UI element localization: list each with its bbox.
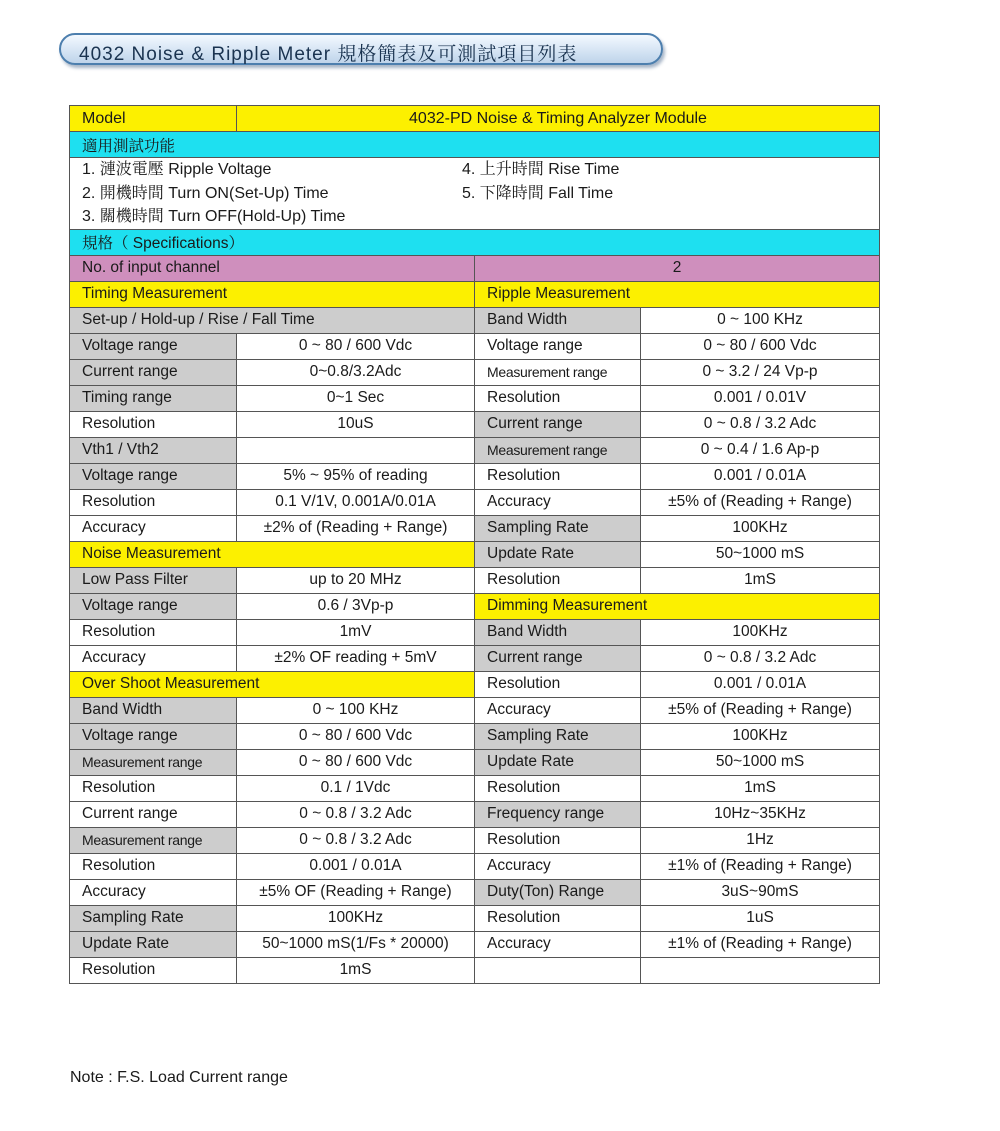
param-value: 0 ~ 0.8 / 3.2 Adc [237, 801, 475, 827]
param-label: Sampling Rate [475, 515, 641, 541]
param-value: ±2% OF reading + 5mV [237, 645, 475, 671]
param-value: 100KHz [641, 619, 880, 645]
spec-row [70, 723, 880, 749]
param-value: 0 ~ 80 / 600 Vdc [237, 749, 475, 775]
param-value: 1uS [641, 905, 880, 931]
spec-row [70, 567, 880, 593]
param-label: Band Width [475, 307, 641, 333]
param-value: 50~1000 mS [641, 541, 880, 567]
spec-row [70, 853, 880, 879]
spec-row [70, 411, 880, 437]
spec-row [70, 281, 880, 307]
param-label: Accuracy [475, 697, 641, 723]
spec-row [70, 515, 880, 541]
param-value: 100KHz [641, 723, 880, 749]
spec-row [70, 957, 880, 983]
param-value: 5% ~ 95% of reading [237, 463, 475, 489]
param-value: 0.6 / 3Vp-p [237, 593, 475, 619]
functions-list-row [70, 158, 880, 230]
param-label: Measurement range [475, 359, 641, 385]
param-value: ±1% of (Reading + Range) [641, 931, 880, 957]
param-label: Accuracy [70, 879, 237, 905]
param-value: 0.001 / 0.01A [237, 853, 475, 879]
param-label: Voltage range [475, 333, 641, 359]
param-label: Voltage range [70, 333, 237, 359]
param-label: Update Rate [475, 541, 641, 567]
param-value: 0.1 V/1V, 0.001A/0.01A [237, 489, 475, 515]
param-label: Sampling Rate [475, 723, 641, 749]
param-value: 0 ~ 80 / 600 Vdc [237, 333, 475, 359]
param-label: Accuracy [70, 515, 237, 541]
param-value: 0 ~ 0.8 / 3.2 Adc [237, 827, 475, 853]
param-label: Resolution [70, 619, 237, 645]
footnote: Note : F.S. Load Current range [70, 1069, 288, 1086]
spec-row [70, 671, 880, 697]
param-value: 0 ~ 80 / 600 Vdc [641, 333, 880, 359]
param-value: 10Hz~35KHz [641, 801, 880, 827]
param-value [237, 437, 475, 463]
spec-row [70, 645, 880, 671]
page-title: 4032 Noise & Ripple Meter 規格簡表及可測試項目列表 [79, 44, 578, 65]
functions-heading: 適用測試功能 [70, 132, 880, 158]
param-value: 0.001 / 0.01A [641, 463, 880, 489]
param-value: 0 ~ 0.8 / 3.2 Adc [641, 411, 880, 437]
param-value: 1Hz [641, 827, 880, 853]
param-label: Resolution [475, 463, 641, 489]
spec-heading: 規格（ Specifications） [70, 229, 880, 255]
param-label: Resolution [70, 411, 237, 437]
param-value: 100KHz [641, 515, 880, 541]
param-label: Voltage range [70, 593, 237, 619]
param-value: 10uS [237, 411, 475, 437]
model-value: 4032-PD Noise & Timing Analyzer Module [237, 106, 880, 132]
param-value: 0 ~ 100 KHz [641, 307, 880, 333]
title-banner [59, 33, 663, 65]
param-label: Resolution [70, 957, 237, 983]
param-value: 0 ~ 3.2 / 24 Vp-p [641, 359, 880, 385]
functions-right-column [462, 158, 619, 229]
param-value: 0 ~ 100 KHz [237, 697, 475, 723]
param-label [475, 957, 641, 983]
channels-label: No. of input channel [70, 255, 475, 281]
param-label: Measurement range [475, 437, 641, 463]
spec-row [70, 775, 880, 801]
spec-heading-row [70, 229, 880, 255]
param-value: 0.001 / 0.01V [641, 385, 880, 411]
param-value: ±5% of (Reading + Range) [641, 697, 880, 723]
function-item: 5. 下降時間 Fall Time [462, 184, 614, 202]
param-label: Resolution [475, 385, 641, 411]
section-header: Ripple Measurement [475, 281, 880, 307]
spec-row [70, 931, 880, 957]
functions-heading-row [70, 132, 880, 158]
param-value: ±5% OF (Reading + Range) [237, 879, 475, 905]
param-label: Current range [70, 801, 237, 827]
param-value: 1mS [237, 957, 475, 983]
spec-row [70, 801, 880, 827]
param-value: 1mS [641, 567, 880, 593]
spec-row [70, 749, 880, 775]
spec-row [70, 333, 880, 359]
param-value: 50~1000 mS(1/Fs * 20000) [237, 931, 475, 957]
param-value: up to 20 MHz [237, 567, 475, 593]
param-label: Measurement range [70, 749, 237, 775]
param-label: Resolution [475, 827, 641, 853]
param-label: Current range [475, 411, 641, 437]
section-header: Noise Measurement [70, 541, 475, 567]
subsection-header: Set-up / Hold-up / Rise / Fall Time [70, 307, 475, 333]
spec-row [70, 879, 880, 905]
function-item: 1. 漣波電壓 Ripple Voltage [82, 161, 272, 178]
param-label: Voltage range [70, 463, 237, 489]
param-value: 1mS [641, 775, 880, 801]
param-value: 1mV [237, 619, 475, 645]
param-label: Accuracy [475, 489, 641, 515]
spec-row [70, 307, 880, 333]
spec-row [70, 905, 880, 931]
param-label: Resolution [475, 905, 641, 931]
spec-row [70, 697, 880, 723]
spec-row [70, 385, 880, 411]
spec-row [70, 541, 880, 567]
param-label: Current range [70, 359, 237, 385]
spec-row [70, 827, 880, 853]
param-label: Timing range [70, 385, 237, 411]
param-label: Accuracy [70, 645, 237, 671]
param-value: ±5% of (Reading + Range) [641, 489, 880, 515]
param-label: Resolution [70, 775, 237, 801]
param-label: Resolution [70, 489, 237, 515]
section-header: Timing Measurement [70, 281, 475, 307]
param-label: Current range [475, 645, 641, 671]
param-value: 0.1 / 1Vdc [237, 775, 475, 801]
param-value: 50~1000 mS [641, 749, 880, 775]
function-item: 2. 開機時間 Turn ON(Set-Up) Time [82, 184, 329, 202]
param-value: ±2% of (Reading + Range) [237, 515, 475, 541]
channels-value: 2 [475, 255, 880, 281]
param-label: Measurement range [70, 827, 237, 853]
section-header: Dimming Measurement [475, 593, 880, 619]
param-value: 0.001 / 0.01A [641, 671, 880, 697]
param-value: 100KHz [237, 905, 475, 931]
param-value: 0 ~ 80 / 600 Vdc [237, 723, 475, 749]
spec-row [70, 489, 880, 515]
param-label: Accuracy [475, 931, 641, 957]
param-value: 0~1 Sec [237, 385, 475, 411]
param-label: Voltage range [70, 723, 237, 749]
spec-row [70, 359, 880, 385]
param-label: Vth1 / Vth2 [70, 437, 237, 463]
param-label: Resolution [70, 853, 237, 879]
param-value: ±1% of (Reading + Range) [641, 853, 880, 879]
model-label: Model [70, 106, 237, 132]
param-label: Low Pass Filter [70, 567, 237, 593]
spec-row [70, 593, 880, 619]
param-value [641, 957, 880, 983]
param-label: Frequency range [475, 801, 641, 827]
param-label: Update Rate [475, 749, 641, 775]
spec-row [70, 463, 880, 489]
param-label: Band Width [70, 697, 237, 723]
param-label: Sampling Rate [70, 905, 237, 931]
model-row [70, 106, 880, 132]
param-value: 0~0.8/3.2Adc [237, 359, 475, 385]
function-item: 4. 上升時間 Rise Time [462, 161, 620, 178]
spec-table [69, 105, 880, 984]
section-header: Over Shoot Measurement [70, 671, 475, 697]
param-label: Duty(Ton) Range [475, 879, 641, 905]
param-value: 3uS~90mS [641, 879, 880, 905]
param-label: Band Width [475, 619, 641, 645]
channels-row [70, 255, 880, 281]
param-label: Update Rate [70, 931, 237, 957]
param-label: Resolution [475, 671, 641, 697]
spec-row [70, 437, 880, 463]
functions-list [70, 158, 880, 230]
param-value: 0 ~ 0.4 / 1.6 Ap-p [641, 437, 880, 463]
spec-row [70, 619, 880, 645]
param-label: Resolution [475, 775, 641, 801]
function-item: 3. 關機時間 Turn OFF(Hold-Up) Time [82, 208, 346, 225]
param-label: Resolution [475, 567, 641, 593]
param-label: Accuracy [475, 853, 641, 879]
functions-left-column [82, 158, 462, 229]
param-value: 0 ~ 0.8 / 3.2 Adc [641, 645, 880, 671]
